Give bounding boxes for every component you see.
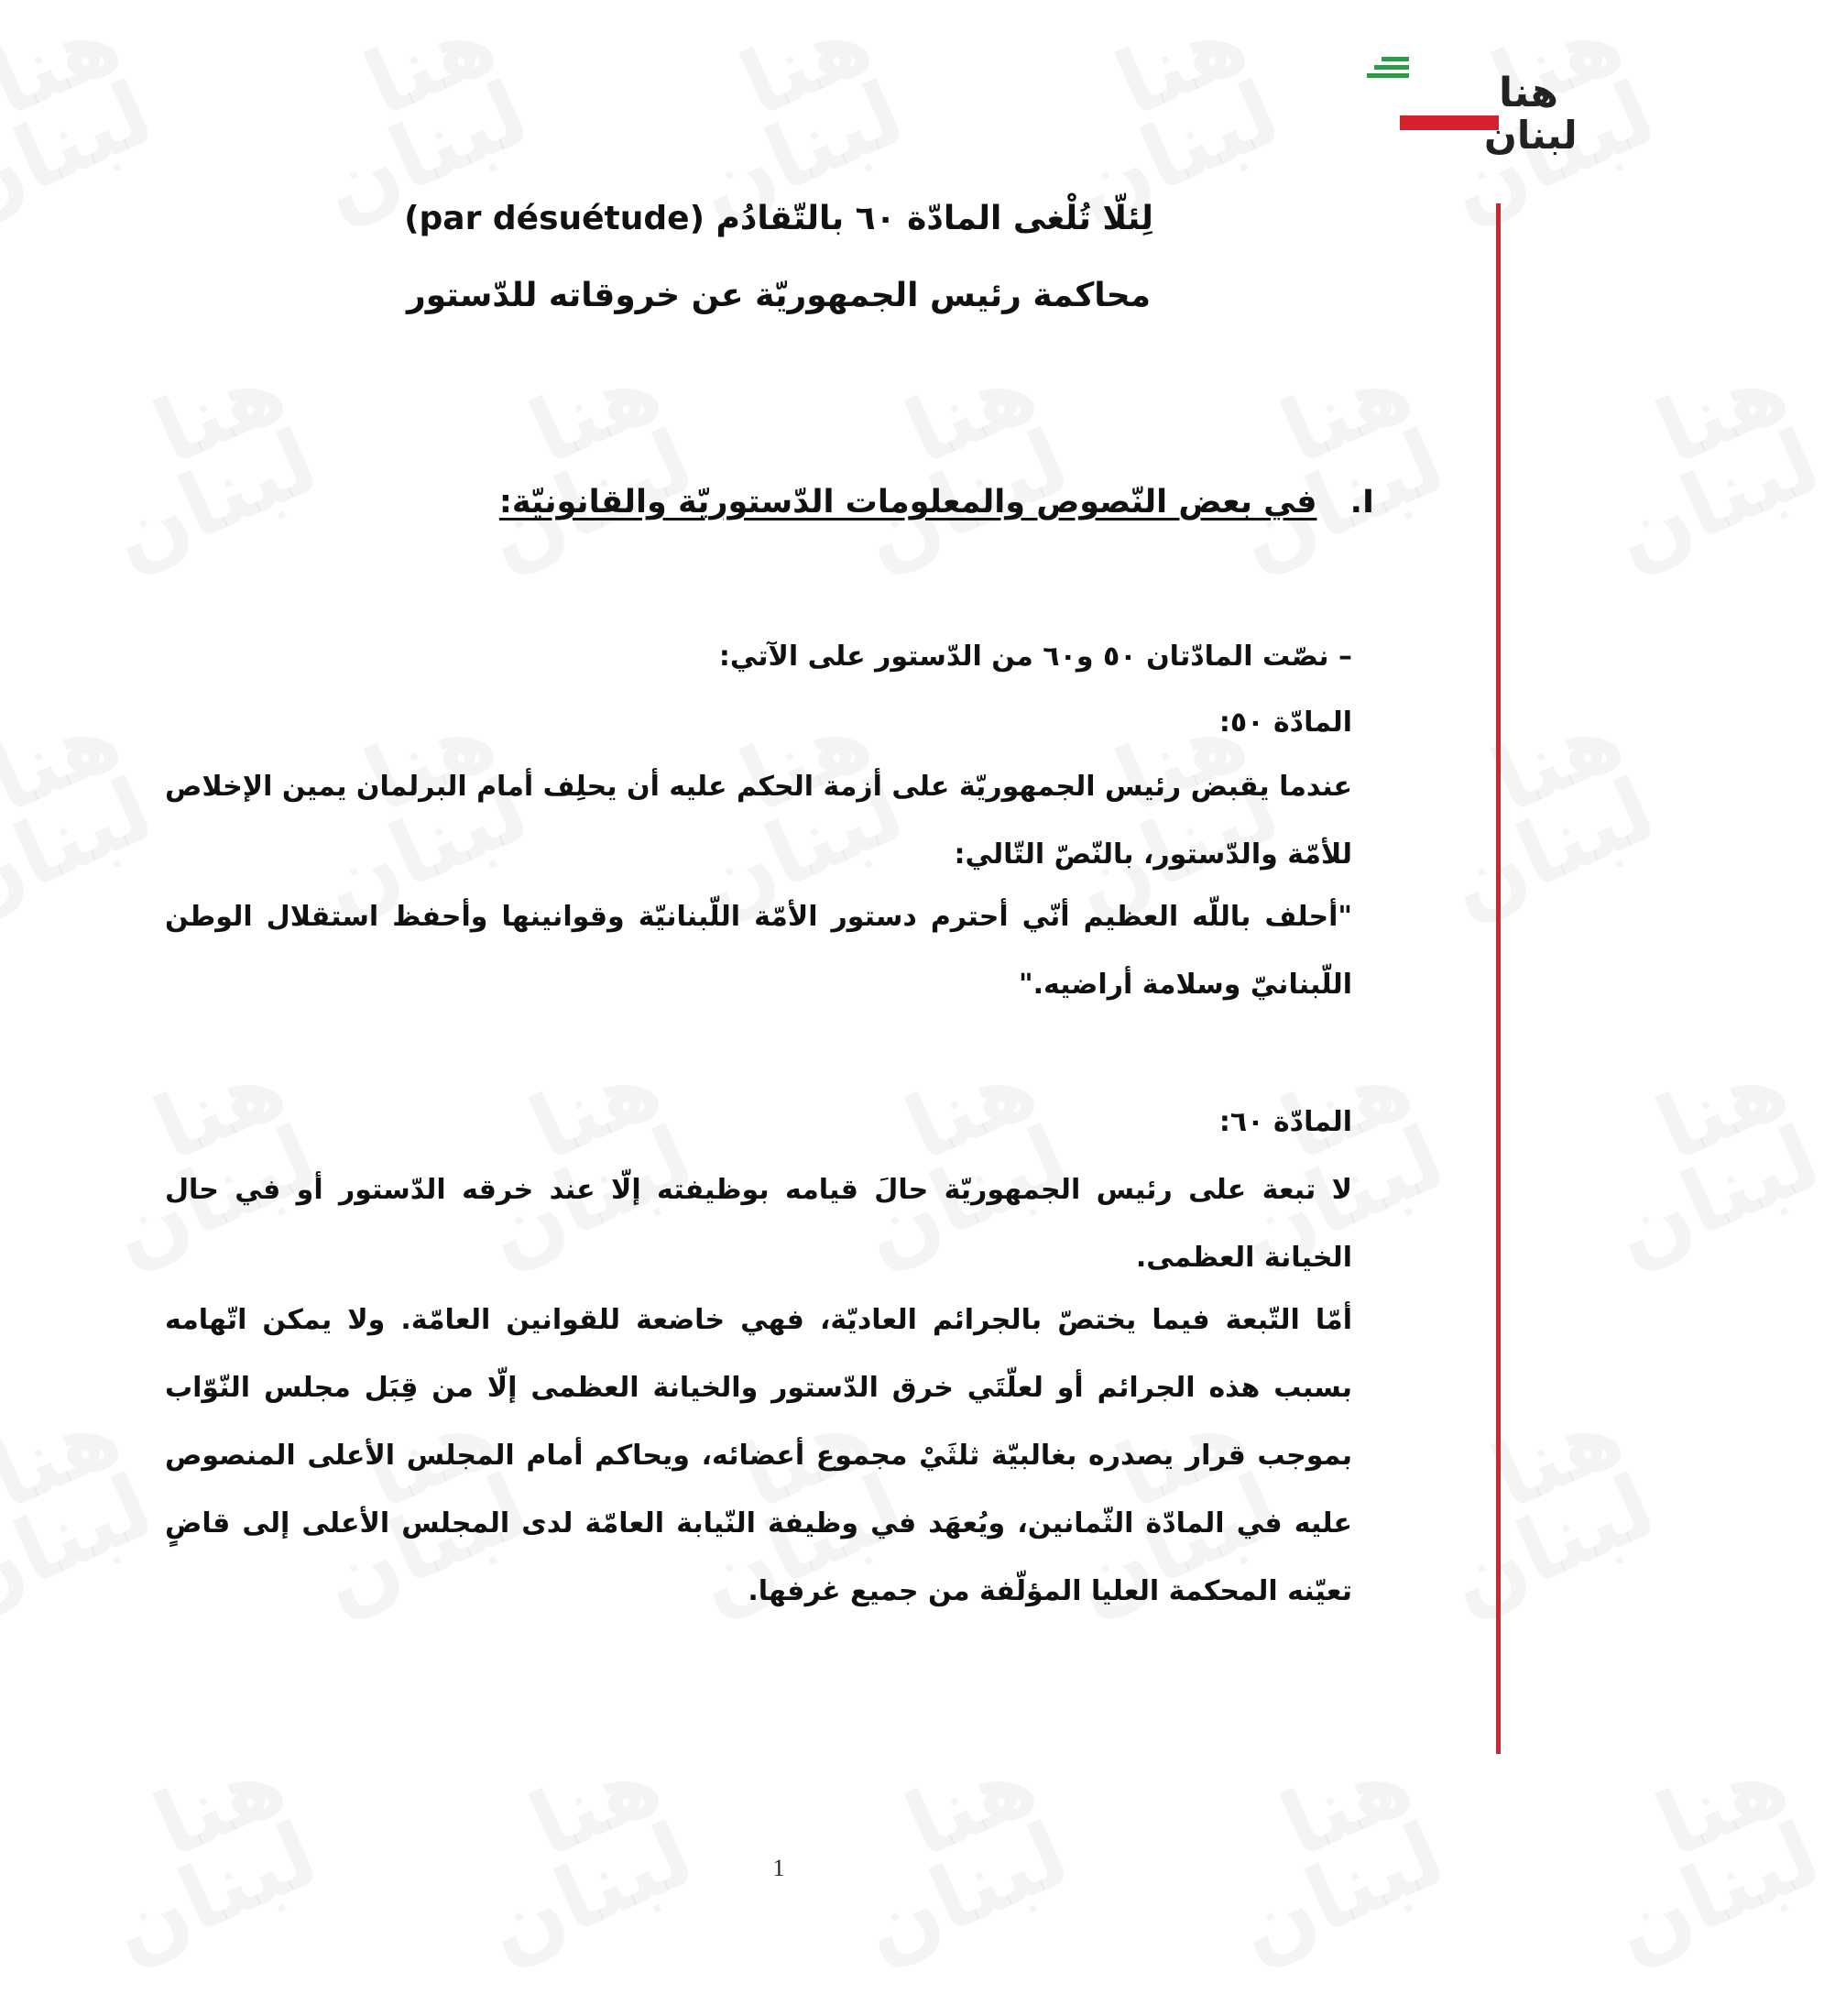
- article-60-body: لا تبعة على رئيس الجمهوريّة حالَ قيامه بوظيفته إلّا عند خرقه الدّستور أو في حال الخيانة العظمى.: [165, 1174, 1352, 1274]
- section-title: في بعض النّصوص والمعلومات الدّستوريّة والقانونيّة:: [498, 484, 1317, 520]
- article-60-label: المادّة ٦٠:: [1218, 1106, 1352, 1138]
- watermark-logo: [1031, 0, 1290, 231]
- watermark-logo: [444, 348, 704, 579]
- watermark-logo: [1406, 696, 1666, 927]
- article-50-oath: "أحلف باللّه العظيم أنّي أحترم دستور الأمّة اللّبنانيّة وقوانينها وأحفظ استقلال الوطن اللّبنانيّ وسلامة أراضيه.": [165, 901, 1352, 1001]
- logo-word-top: هنا: [1499, 70, 1558, 116]
- logo-green-stripe-2: [1374, 65, 1409, 70]
- logo-word-bottom: لبنان: [1484, 113, 1578, 158]
- page-number: 1: [772, 1855, 785, 1881]
- section-heading: [275, 484, 1374, 520]
- document-title: لِئلّا تُلْغى المادّة ٦٠ بالتّقادُم (par désuétude): [404, 200, 1153, 237]
- watermark-logo: [0, 696, 162, 927]
- brand-logo: [1347, 53, 1578, 158]
- watermark-logo: [1571, 1741, 1830, 1972]
- watermark-logo: [1571, 1045, 1830, 1276]
- watermark-logo: [1571, 348, 1830, 579]
- watermark-logo: [279, 0, 539, 231]
- document-subtitle: محاكمة رئيس الجمهوريّة عن خروقاته للدّستور: [406, 277, 1152, 314]
- watermark-logo: [655, 0, 914, 231]
- intro-paragraph: – نصّت المادّتان ٥٠ و٦٠ من الدّستور على الآتي:: [718, 641, 1352, 673]
- logo-green-stripe-1: [1382, 57, 1409, 61]
- article-60-body-continued: أمّا التّبعة فيما يختصّ بالجرائم العاديّة، فهي خاضعة للقوانين العامّة. ولا يمكن اتّهامه بسبب هذه الجرائم أو لعلّتَي خرق الدّستور والخيانة العظمى إلّا من قِبَل مجلس النّوّاب بموجب قرار يصدره بغالبيّة ثلثَيْ مجموع أعضائه، ويحاكم أمام المجلس الأعلى المنصوص عليه في المادّة الثّمانين، ويُعهَد في وظيفة النّيابة العامّة لدى المجلس الأعلى إلى قاضٍ تعيّنه المحكمة العليا المؤلّفة من جميع غرفها.: [165, 1304, 1352, 1607]
- watermark-logo: [0, 0, 162, 231]
- margin-rule: [1496, 203, 1501, 1754]
- article-50-label: المادّة ٥٠:: [1218, 707, 1352, 739]
- logo-green-stripe-3: [1367, 73, 1409, 78]
- watermark-logo: [1406, 1393, 1666, 1624]
- watermark-logo: [0, 1393, 162, 1624]
- section-number: I.: [1349, 484, 1374, 520]
- watermark-logo: [1196, 348, 1455, 579]
- article-50-body: عندما يقبض رئيس الجمهوريّة على أزمة الحكم عليه أن يحلِف أمام البرلمان يمين الإخلاص للأمّة والدّستور، بالنّصّ التّالي:: [165, 771, 1352, 871]
- watermark-logo: [69, 348, 328, 579]
- watermark-logo: [820, 348, 1079, 579]
